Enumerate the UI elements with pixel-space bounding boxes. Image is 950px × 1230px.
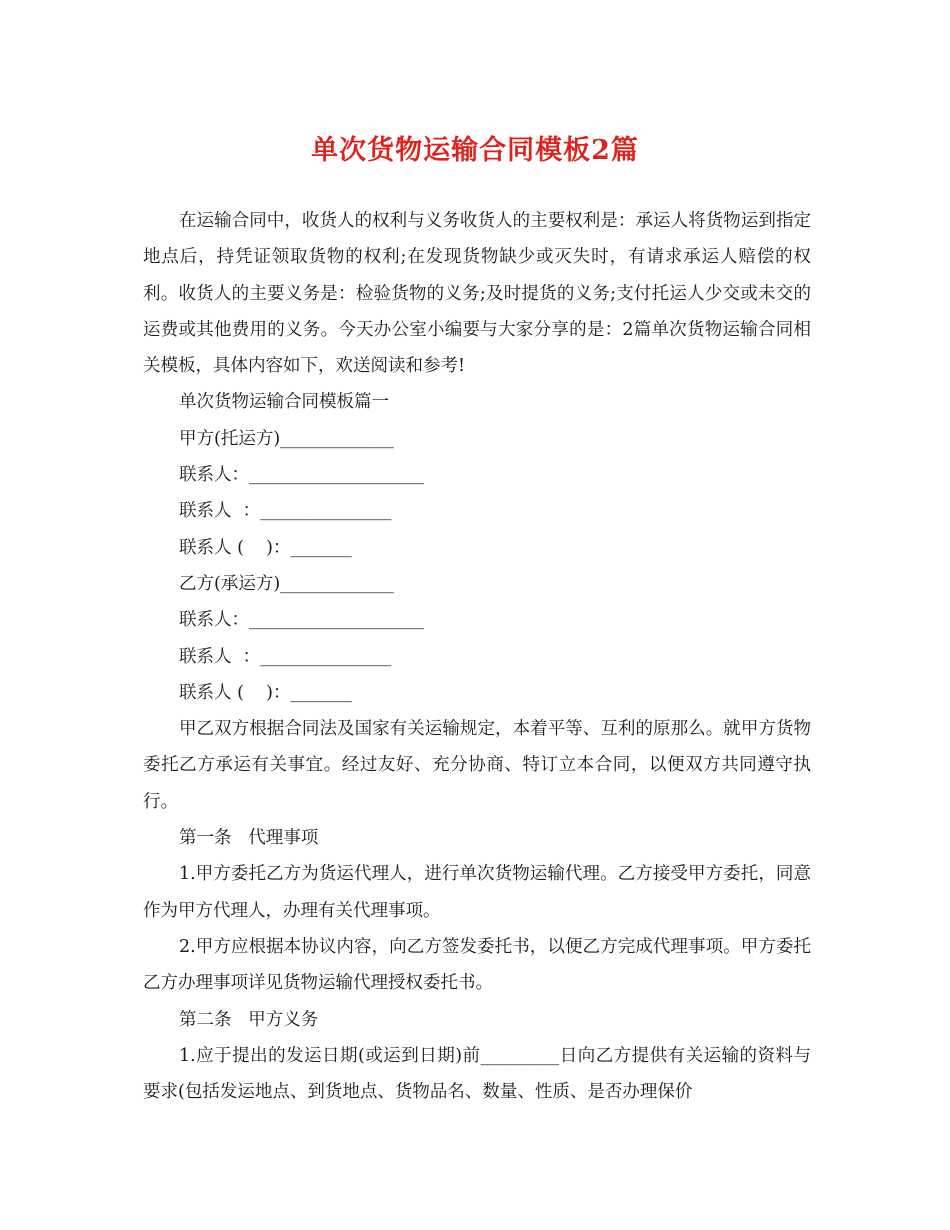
article-1-clause-2: 2.甲方应根据本协议内容，向乙方签发委托书，以便乙方完成代理事项。甲方委托乙方办理事项详见货物运输代理授权委托书。 bbox=[143, 936, 811, 994]
party-b-contact-3: 联系人 ( )：_______ bbox=[179, 682, 352, 703]
document-body bbox=[143, 203, 811, 1110]
intro-paragraph: 在运输合同中，收货人的权利与义务收货人的主要权利是：承运人将货物运到指定地点后，持凭证领取货物的权利;在发现货物缺少或灭失时，有请求承运人赔偿的权利。收货人的主要义务是：检验货物的义务;及时提货的义务;支付托运人少交或未交的运费或其他费用的义务。今天办公室小编要与大家分享的是：2篇单次货物运输合同相关模板，具体内容如下，欢送阅读和参考! bbox=[143, 211, 811, 377]
party-a-line: 甲方(托运方)_____________ bbox=[179, 428, 394, 449]
section-heading: 单次货物运输合同模板篇一 bbox=[179, 392, 389, 413]
party-b-contact-2: 联系人 ：_______________ bbox=[179, 646, 392, 667]
article-1-heading: 第一条 代理事项 bbox=[179, 828, 319, 849]
party-a-contact-2: 联系人 ：_______________ bbox=[179, 501, 392, 522]
party-b-line: 乙方(承运方)_____________ bbox=[179, 573, 394, 594]
party-a-contact-3: 联系人 ( )：_______ bbox=[179, 537, 352, 558]
preamble-paragraph: 甲乙双方根据合同法及国家有关运输规定，本着平等、互利的原那么。就甲方货物委托乙方承运有关事宜。经过友好、充分协商、特订立本合同，以便双方共同遵守执行。 bbox=[143, 719, 811, 812]
article-1-clause-1: 1.甲方委托乙方为货运代理人，进行单次货物运输代理。乙方接受甲方委托，同意作为甲方代理人，办理有关代理事项。 bbox=[143, 864, 811, 921]
party-b-contact-1: 联系人：____________________ bbox=[179, 610, 424, 631]
document-title: 单次货物运输合同模板2篇 bbox=[311, 135, 639, 166]
article-2-clause-1: 1.应于提出的发运日期(或运到日期)前_________日向乙方提供有关运输的资料与要求(包括发运地点、到货地点、货物品名、数量、性质、是否办理保价 bbox=[143, 1045, 811, 1103]
party-a-contact-1: 联系人：____________________ bbox=[179, 465, 424, 486]
article-2-heading: 第二条 甲方义务 bbox=[179, 1009, 319, 1030]
